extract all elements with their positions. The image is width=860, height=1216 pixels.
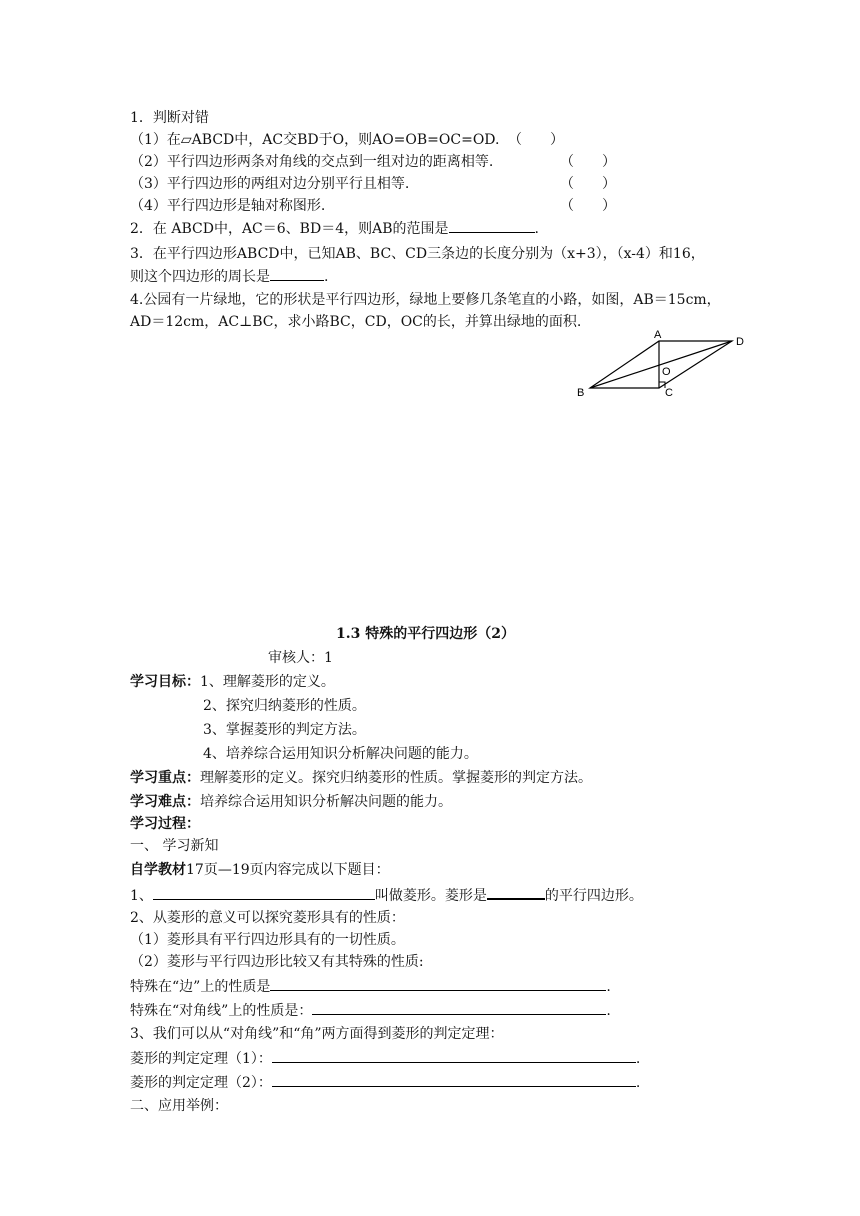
theorem-1-period: . — [635, 1051, 641, 1067]
item-1-number: 1、 — [130, 888, 153, 904]
diagonal-property-label: 特殊在“对角线”上的性质是： — [130, 1003, 313, 1019]
item-1-post: 的平行四边形。 — [544, 888, 643, 904]
q1-item-1: （1）在▱ABCD中，AC交BD于O，则AO=OB=OC=OD. — [130, 132, 500, 148]
definition-blank[interactable] — [153, 885, 375, 900]
label-c: C — [665, 387, 673, 399]
theorem-1-line — [130, 1048, 640, 1069]
theorem-1-blank[interactable] — [272, 1048, 636, 1063]
q3-text: 则这个四边形的周长是 — [130, 269, 270, 285]
selfstudy-label: 自学教材 — [130, 862, 186, 878]
diagonal-property-blank[interactable] — [312, 1000, 606, 1015]
goal-4: 4、培养综合运用知识分析解决问题的能力。 — [203, 746, 478, 762]
diagonal-period: . — [606, 1003, 611, 1019]
edge-property-blank[interactable] — [270, 976, 606, 991]
edge-property-label: 特殊在“边”上的性质是 — [130, 979, 271, 995]
q3-period: . — [324, 269, 329, 285]
focus-label: 学习重点： — [130, 770, 200, 786]
section-application: 二、应用举例： — [130, 1098, 228, 1114]
q1-item-3-paren: （ ） — [560, 176, 616, 192]
theorem-2-label: 菱形的判定定理（2）： — [130, 1075, 272, 1091]
diagonal-property-line — [130, 1000, 611, 1021]
q1-title: 1．判断对错 — [130, 110, 209, 126]
q1-item-1-paren: （ ） — [508, 132, 564, 148]
q3-answer-blank[interactable] — [270, 266, 324, 281]
goals-line-1 — [130, 672, 335, 692]
item-2: 2、从菱形的意义可以探究菱形具有的性质： — [130, 910, 405, 926]
q4-line-2: AD＝12cm，AC⊥BC，求小路BC，CD，OC的长，并算出绿地的面积. — [130, 314, 582, 330]
item-1-mid: 叫做菱形。菱形是 — [374, 888, 487, 904]
selfstudy-line — [130, 860, 390, 880]
theorem-2-blank[interactable] — [272, 1072, 636, 1087]
q1-item-3: （3）平行四边形的两组对边分别平行且相等. — [130, 176, 410, 192]
q2-answer-blank[interactable] — [449, 218, 535, 233]
diagonal-bd — [590, 341, 732, 388]
process-label: 学习过程： — [130, 816, 200, 832]
q1-item-4-paren: （ ） — [560, 198, 616, 214]
goal-2: 2、探究归纳菱形的性质。 — [203, 698, 366, 714]
parallelogram-figure — [572, 327, 762, 401]
q2-period: . — [534, 221, 539, 237]
focus-line — [130, 768, 592, 788]
difficulty-label: 学习难点： — [130, 794, 200, 810]
q1-item-2-paren: （ ） — [560, 154, 616, 170]
item-2-2: （2）菱形与平行四边形比较又有其特殊的性质: — [130, 954, 424, 970]
q1-item-4: （4）平行四边形是轴对称图形. — [130, 198, 326, 214]
edge-property-line — [130, 976, 611, 997]
goal-1: 1、理解菱形的定义。 — [200, 674, 335, 690]
section-learn-new: 一、 学习新知 — [130, 838, 219, 854]
rhombus-property-blank[interactable] — [487, 884, 545, 900]
difficulty-text: 培养综合运用知识分析解决问题的能力。 — [200, 794, 452, 810]
section-title: 1.3 特殊的平行四边形（2） — [336, 626, 515, 642]
edge-period: . — [606, 979, 611, 995]
q1-item-2: （2）平行四边形两条对角线的交点到一组对边的距离相等. — [130, 154, 494, 170]
q2-text: 2．在 ABCD中，AC＝6、BD＝4，则AB的范围是 — [130, 221, 449, 237]
item-2-1: （1）菱形具有平行四边形具有的一切性质。 — [130, 932, 405, 948]
focus-text: 理解菱形的定义。探究归纳菱形的性质。掌握菱形的判定方法。 — [200, 770, 592, 786]
label-a: A — [654, 329, 662, 341]
goal-3: 3、掌握菱形的判定方法。 — [203, 722, 366, 738]
q3-line-2 — [130, 266, 328, 287]
item-3: 3、我们可以从“对角线”和“角”两方面得到菱形的判定定理： — [130, 1026, 504, 1042]
label-d: D — [736, 336, 744, 348]
reviewer: 审核人：1 — [268, 650, 333, 666]
q2-line — [130, 218, 539, 239]
goals-label: 学习目标： — [130, 674, 200, 690]
item-1-line — [130, 884, 643, 906]
label-b: B — [577, 387, 585, 399]
q3-line-1: 3．在平行四边形ABCD中，已知AB、BC、CD三条边的长度分别为（x+3），（x-4）和16， — [130, 246, 705, 262]
selfstudy-text: 17页—19页内容完成以下题目： — [186, 862, 390, 878]
theorem-2-period: . — [635, 1075, 641, 1091]
label-o: O — [662, 366, 671, 378]
theorem-2-line — [130, 1072, 640, 1093]
theorem-1-label: 菱形的判定定理（1）： — [130, 1051, 272, 1067]
q4-line-1: 4.公园有一片绿地，它的形状是平行四边形，绿地上要修几条笔直的小路，如图，AB＝15cm， — [130, 292, 721, 308]
difficulty-line — [130, 792, 452, 812]
